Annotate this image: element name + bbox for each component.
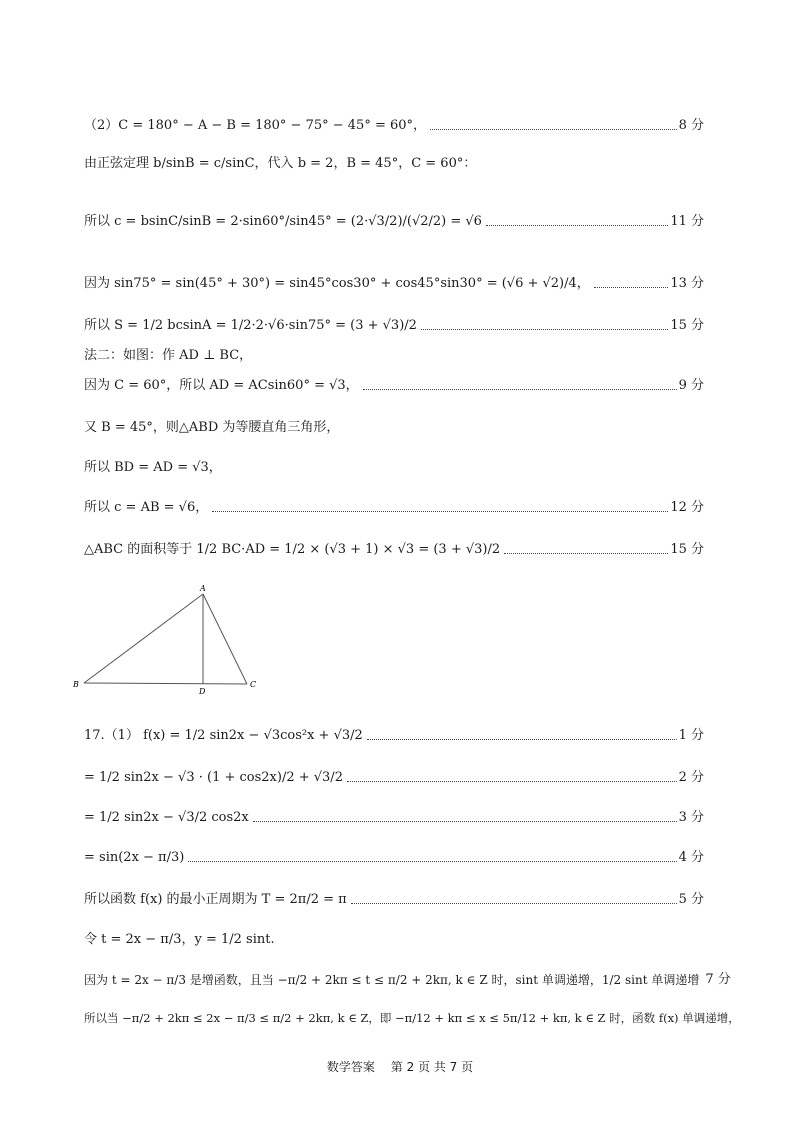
solution-text: 所以 c = bsinC/sinB = 2·sin60°/sin45° = (2·√3/2)/(√2/2) = √6: [84, 214, 482, 229]
score-mark: 15 分: [670, 318, 704, 333]
score-mark: 5 分: [678, 892, 704, 907]
solution-line: [84, 276, 704, 292]
solution-line: [84, 378, 704, 394]
dot-leader: [486, 224, 668, 226]
solution-line: [84, 500, 704, 516]
score-mark: 15 分: [670, 542, 704, 557]
dot-leader: [421, 328, 668, 330]
solution-text: 所以 c = AB = √6，: [84, 500, 209, 515]
page-footer: [0, 1058, 800, 1075]
dot-leader: [594, 286, 669, 288]
score-mark: 9 分: [678, 378, 704, 393]
solution-text: = sin(2x − π/3): [84, 850, 185, 865]
solution-line: [84, 850, 704, 866]
solution-line: [84, 542, 704, 558]
solution-line: [84, 420, 704, 436]
solution-line: [84, 770, 704, 786]
solution-line: [84, 118, 704, 134]
dot-leader: [347, 780, 677, 782]
footer-page-number: 第 2 页 共 7 页: [390, 1060, 474, 1074]
side-ab: [84, 594, 203, 683]
score-mark: 7 分: [705, 972, 731, 987]
score-mark: 12 分: [670, 500, 704, 515]
solution-line: [84, 810, 704, 826]
solution-line: [84, 932, 704, 948]
solution-text: 法二：如图：作 AD ⊥ BC，: [84, 348, 253, 363]
solution-line: [84, 972, 731, 988]
dot-leader: [430, 128, 677, 130]
solution-text: 所以 S = 1/2 bcsinA = 1/2·2·√6·sin75° = (3 + √3)/2: [84, 318, 417, 333]
solution-line: [84, 1011, 740, 1026]
dot-leader: [212, 510, 668, 512]
solution-text: 所以当 −π/2 + 2kπ ≤ 2x − π/3 ≤ π/2 + 2kπ, k ∈ Z，即 −π/12 + kπ ≤ x ≤ 5π/12 + kπ, k ∈ Z 时，函数 f(x) 单调递增，: [84, 1011, 740, 1025]
solution-line: [84, 156, 704, 172]
solution-text: 由正弦定理 b/sinB = c/sinC，代入 b = 2，B = 45°，C = 60°：: [84, 156, 477, 171]
score-mark: 13 分: [670, 276, 704, 291]
solution-line: [84, 348, 704, 364]
solution-line: [84, 892, 704, 908]
footer-subject: 数学答案: [326, 1060, 375, 1074]
solution-text: 因为 t = 2x − π/3 是增函数，且当 −π/2 + 2kπ ≤ t ≤ π/2 + 2kπ, k ∈ Z 时，sint 单调递增，1/2 sint 单调递增: [84, 972, 700, 987]
dot-leader: [363, 388, 677, 390]
solution-text: △ABC 的面积等于 1/2 BC·AD = 1/2 × (√3 + 1) × √3 = (3 + √3)/2: [84, 542, 501, 557]
solution-text: 所以 BD = AD = √3，: [84, 460, 222, 475]
solution-text: 因为 sin75° = sin(45° + 30°) = sin45°cos30° + cos45°sin30° = (√6 + √2)/4，: [84, 276, 590, 291]
solution-text: 所以函数 f(x) 的最小正周期为 T = 2π/2 = π: [84, 892, 347, 907]
vertex-label-b: B: [73, 680, 79, 689]
solution-text: 17.（1） f(x) = 1/2 sin2x − √3cos²x + √3/2: [84, 728, 363, 743]
solution-line: [84, 728, 704, 744]
vertex-label-c: C: [250, 680, 257, 689]
solution-text: 又 B = 45°，则△ABD 为等腰直角三角形，: [84, 420, 340, 435]
solution-line: [84, 214, 704, 230]
score-mark: 1 分: [678, 728, 704, 743]
dot-leader: [253, 820, 677, 822]
vertex-label-a: A: [200, 584, 206, 593]
triangle-figure: [70, 580, 270, 700]
score-mark: 11 分: [670, 214, 704, 229]
dot-leader: [188, 860, 676, 862]
dot-leader: [367, 738, 677, 740]
solution-line: [84, 318, 704, 334]
score-mark: 2 分: [678, 770, 704, 785]
solution-text: = 1/2 sin2x − √3/2 cos2x: [84, 810, 249, 825]
side-ac: [203, 594, 247, 684]
solution-text: 令 t = 2x − π/3，y = 1/2 sint.: [84, 932, 275, 947]
side-bc: [84, 683, 247, 684]
solution-text: 因为 C = 60°，所以 AD = ACsin60° = √3，: [84, 378, 359, 393]
vertex-label-d: D: [199, 687, 206, 696]
score-mark: 3 分: [678, 810, 704, 825]
dot-leader: [351, 902, 677, 904]
solution-text: （2）C = 180° − A − B = 180° − 75° − 45° = 60°，: [84, 118, 427, 133]
solution-text: = 1/2 sin2x − √3 · (1 + cos2x)/2 + √3/2: [84, 770, 343, 785]
solution-line: [84, 460, 704, 476]
score-mark: 4 分: [678, 850, 704, 865]
score-mark: 8 分: [678, 118, 704, 133]
dot-leader: [504, 552, 668, 554]
